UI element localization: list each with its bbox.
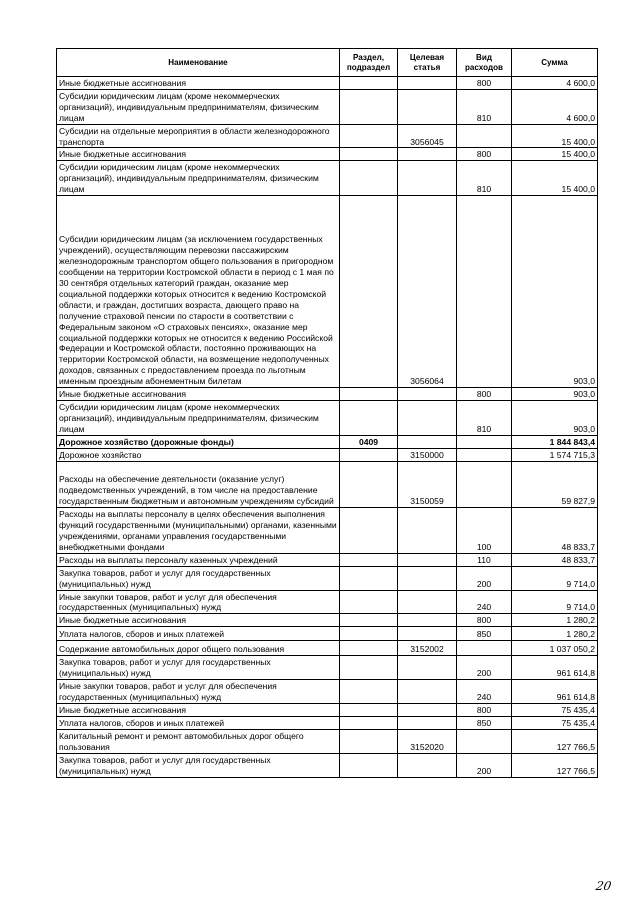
cell-cel bbox=[398, 507, 457, 553]
cell-vid: 240 bbox=[457, 590, 512, 614]
header-name: Наименование bbox=[57, 49, 340, 77]
cell-razd bbox=[340, 590, 398, 614]
cell-sum: 1 844 843,4 bbox=[512, 435, 598, 448]
table-row bbox=[57, 729, 598, 753]
cell-cel bbox=[398, 388, 457, 401]
cell-name: Закупка товаров, работ и услуг для государственных (муниципальных) нужд bbox=[57, 566, 340, 590]
cell-cel bbox=[398, 753, 457, 777]
cell-cel bbox=[398, 590, 457, 614]
cell-name: Иные бюджетные ассигнования bbox=[57, 77, 340, 90]
cell-vid bbox=[457, 461, 512, 507]
cell-cel: 3056045 bbox=[398, 124, 457, 148]
cell-razd bbox=[340, 614, 398, 627]
cell-razd bbox=[340, 148, 398, 161]
cell-vid bbox=[457, 729, 512, 753]
cell-name: Закупка товаров, работ и услуг для государственных (муниципальных) нужд bbox=[57, 656, 340, 680]
table-row bbox=[57, 641, 598, 656]
cell-name: Субсидии юридическим лицам (кроме некоммерческих организаций), индивидуальным предпринимателям, физическим лицам bbox=[57, 89, 340, 124]
cell-vid bbox=[457, 196, 512, 388]
cell-sum: 1 280,2 bbox=[512, 614, 598, 627]
cell-sum: 9 714,0 bbox=[512, 566, 598, 590]
cell-name: Капитальный ремонт и ремонт автомобильных дорог общего пользования bbox=[57, 729, 340, 753]
cell-cel bbox=[398, 704, 457, 717]
cell-vid bbox=[457, 641, 512, 656]
table-row bbox=[57, 124, 598, 148]
cell-sum: 961 614,8 bbox=[512, 656, 598, 680]
cell-sum: 48 833,7 bbox=[512, 553, 598, 566]
cell-razd bbox=[340, 627, 398, 641]
cell-name: Иные бюджетные ассигнования bbox=[57, 704, 340, 717]
cell-vid bbox=[457, 448, 512, 461]
budget-table bbox=[56, 48, 598, 778]
table-row bbox=[57, 716, 598, 729]
cell-cel bbox=[398, 716, 457, 729]
table-row bbox=[57, 388, 598, 401]
cell-cel bbox=[398, 435, 457, 448]
table-header-row bbox=[57, 49, 598, 77]
table-row bbox=[57, 448, 598, 461]
table-row bbox=[57, 590, 598, 614]
cell-sum: 9 714,0 bbox=[512, 590, 598, 614]
cell-sum: 903,0 bbox=[512, 400, 598, 435]
cell-sum: 15 400,0 bbox=[512, 148, 598, 161]
cell-name: Субсидии юридическим лицам (кроме некоммерческих организаций), индивидуальным предпринимателям, физическим лицам bbox=[57, 400, 340, 435]
cell-razd bbox=[340, 680, 398, 704]
cell-vid: 800 bbox=[457, 704, 512, 717]
table-row bbox=[57, 566, 598, 590]
cell-name: Уплата налогов, сборов и иных платежей bbox=[57, 627, 340, 641]
table-row bbox=[57, 89, 598, 124]
cell-vid: 800 bbox=[457, 614, 512, 627]
table-row bbox=[57, 704, 598, 717]
cell-razd bbox=[340, 461, 398, 507]
cell-razd: 0409 bbox=[340, 435, 398, 448]
table-row bbox=[57, 435, 598, 448]
cell-razd bbox=[340, 566, 398, 590]
cell-name: Субсидии юридическим лицам (за исключением государственных учреждений), осуществляющим перевозки пассажирским железнодорожным транспортом общего пользования в пригородном сообщении на территории Костромской области в период с 1 мая по 30 сентября отдельных категорий граждан, оказание мер социальной поддержки которых относится к ведению Костромской области, и граждан, достигших возраста, дающего право на получение страховой пенсии по старости в соответствии с Федеральным законом «О страховых пенсиях», оказание мер социальной поддержки которых не относится к ведению Российской Федерации и Костромской области, постоянно проживающих на территории Костромской области, на возмещение недополученных доходов, связанных с предоставлением проезда по льготным именным проездным абонементным билетам bbox=[57, 196, 340, 388]
cell-cel bbox=[398, 614, 457, 627]
cell-cel: 3152002 bbox=[398, 641, 457, 656]
cell-sum: 903,0 bbox=[512, 196, 598, 388]
cell-name: Расходы на выплаты персоналу в целях обеспечения выполнения функций государственными (муниципальными) органами, казенными учреждениями, органами управления государственными внебюджетными фондами bbox=[57, 507, 340, 553]
cell-sum: 1 280,2 bbox=[512, 627, 598, 641]
cell-name: Закупка товаров, работ и услуг для государственных (муниципальных) нужд bbox=[57, 753, 340, 777]
cell-razd bbox=[340, 753, 398, 777]
cell-razd bbox=[340, 553, 398, 566]
table-row bbox=[57, 161, 598, 196]
cell-sum: 1 037 050,2 bbox=[512, 641, 598, 656]
header-celevaya: Целевая статья bbox=[398, 49, 457, 77]
cell-vid: 110 bbox=[457, 553, 512, 566]
cell-cel: 3056064 bbox=[398, 196, 457, 388]
table-body bbox=[57, 77, 598, 778]
cell-cel bbox=[398, 89, 457, 124]
table-row bbox=[57, 148, 598, 161]
cell-name: Субсидии на отдельные мероприятия в области железнодорожного транспорта bbox=[57, 124, 340, 148]
cell-razd bbox=[340, 656, 398, 680]
cell-vid: 240 bbox=[457, 680, 512, 704]
cell-name: Иные закупки товаров, работ и услуг для обеспечения государственных (муниципальных) нужд bbox=[57, 590, 340, 614]
cell-sum: 127 766,5 bbox=[512, 753, 598, 777]
cell-razd bbox=[340, 124, 398, 148]
cell-cel bbox=[398, 77, 457, 90]
cell-vid: 850 bbox=[457, 716, 512, 729]
cell-sum: 75 435,4 bbox=[512, 704, 598, 717]
cell-vid: 800 bbox=[457, 77, 512, 90]
cell-razd bbox=[340, 400, 398, 435]
cell-vid: 810 bbox=[457, 161, 512, 196]
cell-name: Субсидии юридическим лицам (кроме некоммерческих организаций), индивидуальным предпринимателям, физическим лицам bbox=[57, 161, 340, 196]
cell-razd bbox=[340, 641, 398, 656]
cell-sum: 903,0 bbox=[512, 388, 598, 401]
cell-name: Расходы на обеспечение деятельности (оказание услуг) подведомственных учреждений, в том числе на предоставление государственным бюджетным и автономным учреждениям субсидий bbox=[57, 461, 340, 507]
cell-vid bbox=[457, 435, 512, 448]
table-row bbox=[57, 461, 598, 507]
cell-vid: 100 bbox=[457, 507, 512, 553]
table-row bbox=[57, 656, 598, 680]
header-razdel: Раздел, подраздел bbox=[340, 49, 398, 77]
cell-name: Иные бюджетные ассигнования bbox=[57, 614, 340, 627]
cell-vid: 850 bbox=[457, 627, 512, 641]
cell-vid: 200 bbox=[457, 753, 512, 777]
header-summa: Сумма bbox=[512, 49, 598, 77]
table-row bbox=[57, 507, 598, 553]
cell-vid: 800 bbox=[457, 388, 512, 401]
cell-sum: 4 600,0 bbox=[512, 89, 598, 124]
cell-razd bbox=[340, 507, 398, 553]
table-row bbox=[57, 553, 598, 566]
cell-sum: 59 827,9 bbox=[512, 461, 598, 507]
cell-name: Дорожное хозяйство bbox=[57, 448, 340, 461]
page-number: 20 bbox=[594, 879, 613, 893]
cell-sum: 15 400,0 bbox=[512, 161, 598, 196]
cell-vid: 200 bbox=[457, 656, 512, 680]
cell-cel bbox=[398, 553, 457, 566]
cell-razd bbox=[340, 89, 398, 124]
cell-razd bbox=[340, 448, 398, 461]
cell-razd bbox=[340, 704, 398, 717]
cell-cel: 3152020 bbox=[398, 729, 457, 753]
cell-name: Содержание автомобильных дорог общего пользования bbox=[57, 641, 340, 656]
cell-razd bbox=[340, 196, 398, 388]
cell-name: Иные закупки товаров, работ и услуг для обеспечения государственных (муниципальных) нужд bbox=[57, 680, 340, 704]
cell-cel bbox=[398, 161, 457, 196]
cell-sum: 4 600,0 bbox=[512, 77, 598, 90]
table-row bbox=[57, 400, 598, 435]
cell-name: Дорожное хозяйство (дорожные фонды) bbox=[57, 435, 340, 448]
cell-sum: 48 833,7 bbox=[512, 507, 598, 553]
cell-razd bbox=[340, 77, 398, 90]
cell-razd bbox=[340, 388, 398, 401]
cell-vid: 800 bbox=[457, 148, 512, 161]
table-row bbox=[57, 77, 598, 90]
cell-cel bbox=[398, 400, 457, 435]
table-row bbox=[57, 627, 598, 641]
cell-cel bbox=[398, 627, 457, 641]
cell-vid: 810 bbox=[457, 400, 512, 435]
cell-vid bbox=[457, 124, 512, 148]
cell-cel bbox=[398, 566, 457, 590]
cell-cel bbox=[398, 148, 457, 161]
cell-name: Иные бюджетные ассигнования bbox=[57, 148, 340, 161]
cell-sum: 75 435,4 bbox=[512, 716, 598, 729]
cell-sum: 961 614,8 bbox=[512, 680, 598, 704]
cell-razd bbox=[340, 716, 398, 729]
table-row bbox=[57, 680, 598, 704]
cell-razd bbox=[340, 729, 398, 753]
header-vid: Вид расходов bbox=[457, 49, 512, 77]
table-row bbox=[57, 196, 598, 388]
cell-name: Иные бюджетные ассигнования bbox=[57, 388, 340, 401]
cell-cel: 3150059 bbox=[398, 461, 457, 507]
cell-sum: 1 574 715,3 bbox=[512, 448, 598, 461]
cell-cel: 3150000 bbox=[398, 448, 457, 461]
cell-razd bbox=[340, 161, 398, 196]
table-row bbox=[57, 614, 598, 627]
cell-name: Уплата налогов, сборов и иных платежей bbox=[57, 716, 340, 729]
cell-name: Расходы на выплаты персоналу казенных учреждений bbox=[57, 553, 340, 566]
cell-sum: 15 400,0 bbox=[512, 124, 598, 148]
table-row bbox=[57, 753, 598, 777]
cell-vid: 200 bbox=[457, 566, 512, 590]
cell-vid: 810 bbox=[457, 89, 512, 124]
cell-cel bbox=[398, 680, 457, 704]
cell-sum: 127 766,5 bbox=[512, 729, 598, 753]
cell-cel bbox=[398, 656, 457, 680]
